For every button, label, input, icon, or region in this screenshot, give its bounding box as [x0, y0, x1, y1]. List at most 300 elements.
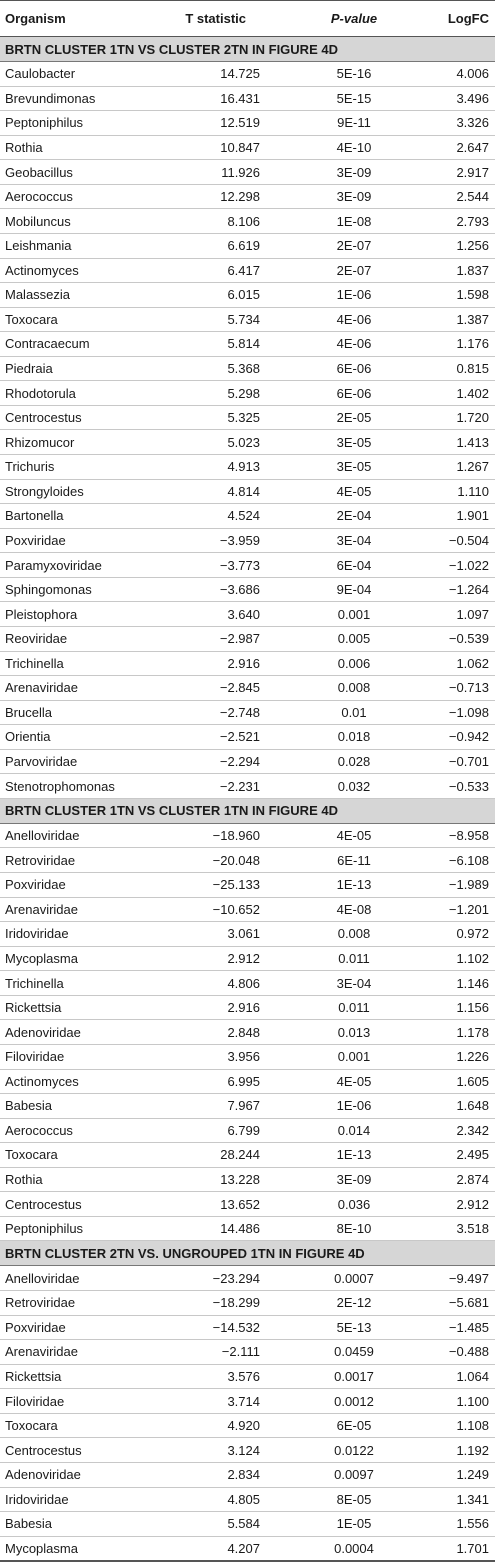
organism-cell: Filoviridae	[0, 1044, 168, 1069]
header-t-statistic: T statistic	[168, 1, 288, 37]
logfc-cell: 1.556	[398, 1512, 495, 1537]
organism-cell: Aerococcus	[0, 1118, 168, 1143]
table-row	[0, 381, 495, 406]
table-row	[0, 86, 495, 111]
p-value-cell: 6E-11	[288, 848, 398, 873]
t-statistic-cell: 7.967	[168, 1094, 288, 1119]
t-statistic-cell: 4.805	[168, 1487, 288, 1512]
organism-cell: Strongyloides	[0, 479, 168, 504]
logfc-cell: 1.720	[398, 405, 495, 430]
organism-cell: Peptoniphilus	[0, 1216, 168, 1241]
logfc-cell: 1.402	[398, 381, 495, 406]
logfc-cell: 1.146	[398, 971, 495, 996]
t-statistic-cell: 2.848	[168, 1020, 288, 1045]
t-statistic-cell: 3.956	[168, 1044, 288, 1069]
t-statistic-cell: 12.298	[168, 184, 288, 209]
p-value-cell: 0.0459	[288, 1340, 398, 1365]
p-value-cell: 1E-13	[288, 1143, 398, 1168]
logfc-cell: 1.605	[398, 1069, 495, 1094]
table-row	[0, 356, 495, 381]
p-value-cell: 4E-05	[288, 1069, 398, 1094]
table-row	[0, 405, 495, 430]
p-value-cell: 8E-10	[288, 1216, 398, 1241]
t-statistic-cell: −23.294	[168, 1266, 288, 1291]
p-value-cell: 4E-10	[288, 135, 398, 160]
t-statistic-cell: 2.912	[168, 946, 288, 971]
table-row	[0, 1118, 495, 1143]
organism-cell: Rothia	[0, 1167, 168, 1192]
logfc-cell: 1.100	[398, 1389, 495, 1414]
t-statistic-cell: 13.652	[168, 1192, 288, 1217]
table-row	[0, 700, 495, 725]
logfc-cell: 2.342	[398, 1118, 495, 1143]
organism-cell: Poxviridae	[0, 1315, 168, 1340]
p-value-cell: 5E-15	[288, 86, 398, 111]
logfc-cell: 1.837	[398, 258, 495, 283]
p-value-cell: 4E-05	[288, 823, 398, 848]
table-row	[0, 749, 495, 774]
p-value-cell: 0.011	[288, 946, 398, 971]
organism-cell: Arenaviridae	[0, 897, 168, 922]
table-row	[0, 651, 495, 676]
table-row	[0, 823, 495, 848]
p-value-cell: 3E-09	[288, 1167, 398, 1192]
header-p-value: P-value	[288, 1, 398, 37]
organism-cell: Babesia	[0, 1512, 168, 1537]
table-row	[0, 307, 495, 332]
table-row	[0, 1364, 495, 1389]
p-value-cell: 0.0004	[288, 1536, 398, 1561]
organism-cell: Arenaviridae	[0, 1340, 168, 1365]
t-statistic-cell: −10.652	[168, 897, 288, 922]
organism-cell: Aerococcus	[0, 184, 168, 209]
logfc-cell: −6.108	[398, 848, 495, 873]
p-value-cell: 5E-13	[288, 1315, 398, 1340]
logfc-cell: 1.156	[398, 995, 495, 1020]
t-statistic-cell: 6.417	[168, 258, 288, 283]
logfc-cell: 1.108	[398, 1413, 495, 1438]
organism-cell: Trichinella	[0, 971, 168, 996]
table-row	[0, 873, 495, 898]
table-row	[0, 479, 495, 504]
table-row	[0, 1266, 495, 1291]
p-value-cell: 0.0122	[288, 1438, 398, 1463]
logfc-cell: 3.496	[398, 86, 495, 111]
t-statistic-cell: 4.207	[168, 1536, 288, 1561]
table-row	[0, 1438, 495, 1463]
section-header-row	[0, 1241, 495, 1266]
t-statistic-cell: 6.619	[168, 233, 288, 258]
t-statistic-cell: 10.847	[168, 135, 288, 160]
p-value-cell: 0.0012	[288, 1389, 398, 1414]
table-row	[0, 283, 495, 308]
organism-cell: Retroviridae	[0, 848, 168, 873]
table-row	[0, 848, 495, 873]
p-value-cell: 2E-12	[288, 1291, 398, 1316]
logfc-cell: 1.226	[398, 1044, 495, 1069]
table-row	[0, 971, 495, 996]
t-statistic-cell: 14.486	[168, 1216, 288, 1241]
organism-cell: Adenoviridae	[0, 1020, 168, 1045]
t-statistic-cell: −2.294	[168, 749, 288, 774]
t-statistic-cell: 28.244	[168, 1143, 288, 1168]
logfc-cell: −0.488	[398, 1340, 495, 1365]
p-value-cell: 4E-06	[288, 332, 398, 357]
logfc-cell: −0.701	[398, 749, 495, 774]
logfc-cell: −1.264	[398, 577, 495, 602]
logfc-cell: 1.178	[398, 1020, 495, 1045]
organism-cell: Malassezia	[0, 283, 168, 308]
table-row	[0, 430, 495, 455]
logfc-cell: −1.201	[398, 897, 495, 922]
section-header-row	[0, 37, 495, 62]
table-row	[0, 62, 495, 87]
table-row	[0, 897, 495, 922]
table-row	[0, 233, 495, 258]
p-value-cell: 8E-05	[288, 1487, 398, 1512]
organism-cell: Actinomyces	[0, 1069, 168, 1094]
organism-cell: Centrocestus	[0, 405, 168, 430]
p-value-cell: 0.014	[288, 1118, 398, 1143]
logfc-cell: −0.504	[398, 528, 495, 553]
header-organism: Organism	[0, 1, 168, 37]
table-row	[0, 577, 495, 602]
t-statistic-cell: 4.920	[168, 1413, 288, 1438]
t-statistic-cell: 3.576	[168, 1364, 288, 1389]
t-statistic-cell: 5.298	[168, 381, 288, 406]
t-statistic-cell: 6.015	[168, 283, 288, 308]
logfc-cell: 1.648	[398, 1094, 495, 1119]
organism-cell: Rickettsia	[0, 995, 168, 1020]
p-value-cell: 1E-06	[288, 1094, 398, 1119]
table-row	[0, 111, 495, 136]
organism-cell: Mycoplasma	[0, 946, 168, 971]
p-value-cell: 3E-05	[288, 430, 398, 455]
t-statistic-cell: 12.519	[168, 111, 288, 136]
t-statistic-cell: 8.106	[168, 209, 288, 234]
t-statistic-cell: 11.926	[168, 160, 288, 185]
logfc-cell: 1.064	[398, 1364, 495, 1389]
t-statistic-cell: −18.960	[168, 823, 288, 848]
t-statistic-cell: 5.368	[168, 356, 288, 381]
organism-cell: Actinomyces	[0, 258, 168, 283]
p-value-cell: 5E-16	[288, 62, 398, 87]
p-value-cell: 0.0007	[288, 1266, 398, 1291]
logfc-cell: 4.006	[398, 62, 495, 87]
p-value-cell: 1E-13	[288, 873, 398, 898]
p-value-cell: 0.011	[288, 995, 398, 1020]
organism-cell: Reoviridae	[0, 626, 168, 651]
organism-cell: Sphingomonas	[0, 577, 168, 602]
logfc-cell: 1.062	[398, 651, 495, 676]
p-value-cell: 2E-07	[288, 258, 398, 283]
t-statistic-cell: 6.995	[168, 1069, 288, 1094]
t-statistic-cell: 3.124	[168, 1438, 288, 1463]
t-statistic-cell: 2.916	[168, 651, 288, 676]
p-value-cell: 3E-04	[288, 528, 398, 553]
p-value-cell: 9E-11	[288, 111, 398, 136]
organism-cell: Pleistophora	[0, 602, 168, 627]
logfc-cell: 1.249	[398, 1462, 495, 1487]
table-row	[0, 528, 495, 553]
logfc-cell: 1.341	[398, 1487, 495, 1512]
t-statistic-cell: −2.748	[168, 700, 288, 725]
t-statistic-cell: 4.524	[168, 504, 288, 529]
table-row	[0, 1044, 495, 1069]
t-statistic-cell: 4.806	[168, 971, 288, 996]
p-value-cell: 0.001	[288, 602, 398, 627]
table-row	[0, 1536, 495, 1561]
table-row	[0, 1315, 495, 1340]
organism-cell: Anelloviridae	[0, 823, 168, 848]
table-row	[0, 602, 495, 627]
t-statistic-cell: 3.061	[168, 922, 288, 947]
table-row	[0, 1512, 495, 1537]
organism-cell: Rickettsia	[0, 1364, 168, 1389]
section-title: BRTN CLUSTER 1TN VS CLUSTER 2TN IN FIGURE 4D	[0, 37, 495, 62]
t-statistic-cell: −3.959	[168, 528, 288, 553]
logfc-cell: −1.485	[398, 1315, 495, 1340]
table-row	[0, 1340, 495, 1365]
logfc-cell: 2.647	[398, 135, 495, 160]
organism-cell: Iridoviridae	[0, 922, 168, 947]
header-row	[0, 1, 495, 37]
p-value-cell: 3E-09	[288, 184, 398, 209]
p-value-cell: 0.001	[288, 1044, 398, 1069]
table-row	[0, 1020, 495, 1045]
t-statistic-cell: −20.048	[168, 848, 288, 873]
p-value-cell: 0.036	[288, 1192, 398, 1217]
t-statistic-cell: 3.640	[168, 602, 288, 627]
table-row	[0, 184, 495, 209]
p-value-cell: 0.008	[288, 922, 398, 947]
p-value-cell: 0.0017	[288, 1364, 398, 1389]
table-row	[0, 1413, 495, 1438]
logfc-cell: −1.098	[398, 700, 495, 725]
p-value-cell: 3E-09	[288, 160, 398, 185]
table-row	[0, 504, 495, 529]
logfc-cell: 1.387	[398, 307, 495, 332]
t-statistic-cell: 13.228	[168, 1167, 288, 1192]
logfc-cell: −0.533	[398, 774, 495, 799]
organism-cell: Babesia	[0, 1094, 168, 1119]
p-value-cell: 0.0097	[288, 1462, 398, 1487]
table-row	[0, 258, 495, 283]
t-statistic-cell: 16.431	[168, 86, 288, 111]
table-row	[0, 1462, 495, 1487]
section-header-row	[0, 798, 495, 823]
organism-cell: Trichinella	[0, 651, 168, 676]
table-row	[0, 455, 495, 480]
p-value-cell: 0.028	[288, 749, 398, 774]
table-row	[0, 1069, 495, 1094]
t-statistic-cell: 4.814	[168, 479, 288, 504]
p-value-cell: 3E-04	[288, 971, 398, 996]
table-body	[0, 37, 495, 1562]
t-statistic-cell: −3.773	[168, 553, 288, 578]
logfc-cell: 1.192	[398, 1438, 495, 1463]
p-value-cell: 2E-04	[288, 504, 398, 529]
table-row	[0, 1192, 495, 1217]
organism-cell: Brucella	[0, 700, 168, 725]
table-row	[0, 1094, 495, 1119]
t-statistic-cell: 3.714	[168, 1389, 288, 1414]
logfc-cell: −5.681	[398, 1291, 495, 1316]
organism-cell: Toxocara	[0, 1413, 168, 1438]
table-row	[0, 1216, 495, 1241]
organism-cell: Contracaecum	[0, 332, 168, 357]
table-row	[0, 995, 495, 1020]
p-value-cell: 6E-05	[288, 1413, 398, 1438]
table-row	[0, 676, 495, 701]
logfc-cell: 1.176	[398, 332, 495, 357]
organism-cell: Rothia	[0, 135, 168, 160]
table-row	[0, 209, 495, 234]
logfc-cell: 2.793	[398, 209, 495, 234]
logfc-cell: −0.713	[398, 676, 495, 701]
p-value-cell: 4E-05	[288, 479, 398, 504]
logfc-cell: 2.874	[398, 1167, 495, 1192]
organism-cell: Mycoplasma	[0, 1536, 168, 1561]
organism-cell: Toxocara	[0, 307, 168, 332]
logfc-cell: 0.815	[398, 356, 495, 381]
organism-cell: Stenotrophomonas	[0, 774, 168, 799]
logfc-cell: 1.110	[398, 479, 495, 504]
p-value-cell: 1E-08	[288, 209, 398, 234]
logfc-cell: 0.972	[398, 922, 495, 947]
organism-cell: Leishmania	[0, 233, 168, 258]
t-statistic-cell: −2.111	[168, 1340, 288, 1365]
organism-cell: Piedraia	[0, 356, 168, 381]
logfc-cell: 2.917	[398, 160, 495, 185]
t-statistic-cell: 5.325	[168, 405, 288, 430]
logfc-cell: −8.958	[398, 823, 495, 848]
organism-cell: Centrocestus	[0, 1438, 168, 1463]
p-value-cell: 6E-06	[288, 356, 398, 381]
p-value-cell: 0.005	[288, 626, 398, 651]
table-row	[0, 922, 495, 947]
logfc-cell: −0.942	[398, 725, 495, 750]
organism-cell: Rhizomucor	[0, 430, 168, 455]
t-statistic-cell: 4.913	[168, 455, 288, 480]
t-statistic-cell: 2.916	[168, 995, 288, 1020]
p-value-cell: 4E-06	[288, 307, 398, 332]
organism-cell: Peptoniphilus	[0, 111, 168, 136]
organism-cell: Paramyxoviridae	[0, 553, 168, 578]
section-title: BRTN CLUSTER 1TN VS CLUSTER 1TN IN FIGURE 4D	[0, 798, 495, 823]
organism-cell: Bartonella	[0, 504, 168, 529]
p-value-cell: 9E-04	[288, 577, 398, 602]
t-statistic-cell: −2.231	[168, 774, 288, 799]
p-value-cell: 3E-05	[288, 455, 398, 480]
organism-cell: Filoviridae	[0, 1389, 168, 1414]
p-value-cell: 0.013	[288, 1020, 398, 1045]
logfc-cell: 1.256	[398, 233, 495, 258]
t-statistic-cell: 2.834	[168, 1462, 288, 1487]
t-statistic-cell: −2.845	[168, 676, 288, 701]
organism-cell: Brevundimonas	[0, 86, 168, 111]
organism-cell: Poxviridae	[0, 873, 168, 898]
table-row	[0, 1143, 495, 1168]
p-value-cell: 2E-07	[288, 233, 398, 258]
logfc-cell: 1.598	[398, 283, 495, 308]
logfc-cell: 1.413	[398, 430, 495, 455]
logfc-cell: 2.544	[398, 184, 495, 209]
table-row	[0, 553, 495, 578]
logfc-cell: 3.326	[398, 111, 495, 136]
p-value-cell: 1E-06	[288, 283, 398, 308]
organism-cell: Iridoviridae	[0, 1487, 168, 1512]
p-value-cell: 6E-06	[288, 381, 398, 406]
section-title: BRTN CLUSTER 2TN VS. UNGROUPED 1TN IN FIGURE 4D	[0, 1241, 495, 1266]
logfc-cell: 1.901	[398, 504, 495, 529]
p-value-cell: 0.008	[288, 676, 398, 701]
table-row	[0, 1291, 495, 1316]
organism-cell: Centrocestus	[0, 1192, 168, 1217]
header-logfc: LogFC	[398, 1, 495, 37]
logfc-cell: 1.267	[398, 455, 495, 480]
table-row	[0, 160, 495, 185]
organism-cell: Arenaviridae	[0, 676, 168, 701]
p-value-cell: 0.006	[288, 651, 398, 676]
table-row	[0, 946, 495, 971]
t-statistic-cell: −14.532	[168, 1315, 288, 1340]
p-value-cell: 0.018	[288, 725, 398, 750]
logfc-cell: 3.518	[398, 1216, 495, 1241]
t-statistic-cell: −25.133	[168, 873, 288, 898]
table-row	[0, 1389, 495, 1414]
table-row	[0, 725, 495, 750]
logfc-cell: 1.701	[398, 1536, 495, 1561]
organism-cell: Caulobacter	[0, 62, 168, 87]
p-value-cell: 4E-08	[288, 897, 398, 922]
organism-cell: Parvoviridae	[0, 749, 168, 774]
t-statistic-cell: 5.584	[168, 1512, 288, 1537]
logfc-cell: 1.102	[398, 946, 495, 971]
table-row	[0, 135, 495, 160]
organism-cell: Adenoviridae	[0, 1462, 168, 1487]
organism-cell: Orientia	[0, 725, 168, 750]
t-statistic-cell: 5.023	[168, 430, 288, 455]
table-row	[0, 774, 495, 799]
logfc-cell: 2.495	[398, 1143, 495, 1168]
logfc-cell: 1.097	[398, 602, 495, 627]
organism-cell: Mobiluncus	[0, 209, 168, 234]
table-row	[0, 1487, 495, 1512]
p-value-cell: 2E-05	[288, 405, 398, 430]
logfc-cell: 2.912	[398, 1192, 495, 1217]
p-value-cell: 1E-05	[288, 1512, 398, 1537]
t-statistic-cell: −2.987	[168, 626, 288, 651]
table-row	[0, 626, 495, 651]
organism-cell: Retroviridae	[0, 1291, 168, 1316]
logfc-cell: −1.022	[398, 553, 495, 578]
logfc-cell: −1.989	[398, 873, 495, 898]
table-row	[0, 1167, 495, 1192]
organism-cell: Toxocara	[0, 1143, 168, 1168]
logfc-cell: −0.539	[398, 626, 495, 651]
organism-cell: Trichuris	[0, 455, 168, 480]
organism-cell: Anelloviridae	[0, 1266, 168, 1291]
organism-cell: Rhodotorula	[0, 381, 168, 406]
organism-cell: Poxviridae	[0, 528, 168, 553]
t-statistic-cell: −3.686	[168, 577, 288, 602]
p-value-cell: 0.032	[288, 774, 398, 799]
t-statistic-cell: 5.814	[168, 332, 288, 357]
table-row	[0, 332, 495, 357]
organism-cell: Geobacillus	[0, 160, 168, 185]
t-statistic-cell: 5.734	[168, 307, 288, 332]
